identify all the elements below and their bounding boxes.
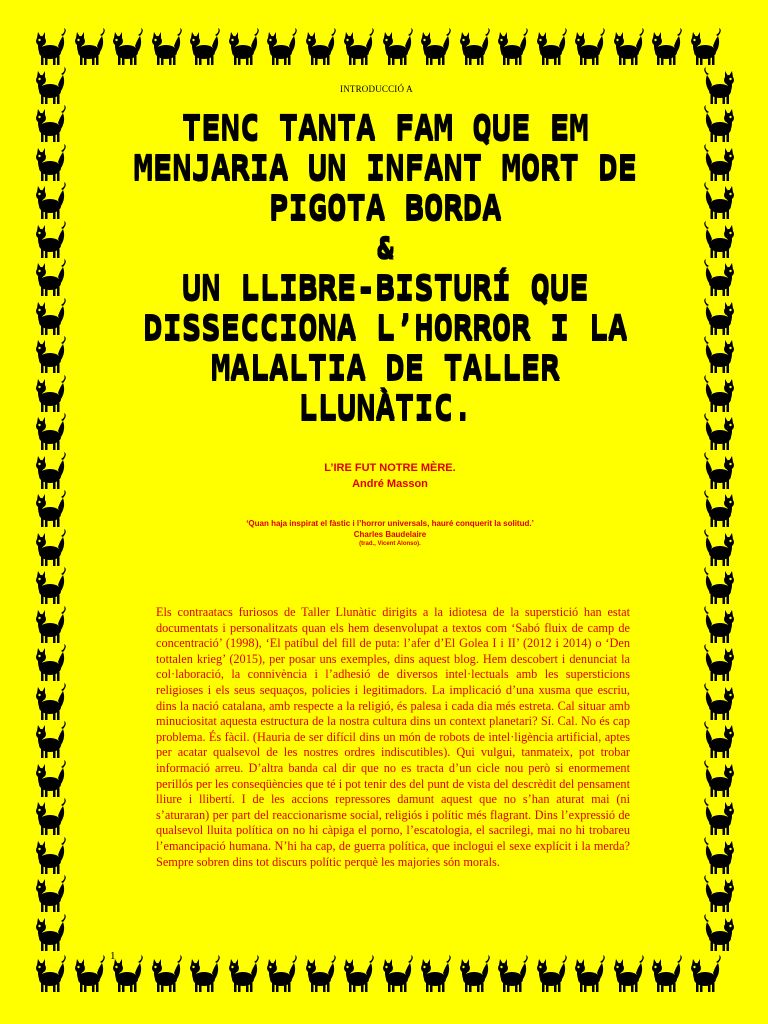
black-cat-icon: [608, 955, 648, 995]
epigraph-quote: L’IRE FUT NOTRE MÈRE.: [324, 462, 456, 474]
black-cat-icon: [30, 182, 70, 222]
black-cat-icon: [69, 28, 109, 68]
page-number: 1: [110, 950, 116, 962]
black-cat-icon: [700, 298, 740, 338]
black-cat-icon: [415, 28, 455, 68]
black-cat-icon: [700, 182, 740, 222]
black-cat-icon: [700, 760, 740, 800]
black-cat-icon: [30, 259, 70, 299]
title-line: PIGOTA BORDA: [268, 188, 502, 227]
black-cat-icon: [223, 955, 263, 995]
black-cat-icon: [338, 28, 378, 68]
black-cat-icon: [30, 529, 70, 569]
black-cat-icon: [377, 28, 417, 68]
black-cat-icon: [261, 28, 301, 68]
epigraph-baudelaire: [200, 518, 580, 549]
black-cat-icon: [608, 28, 648, 68]
black-cat-icon: [700, 798, 740, 838]
black-cat-icon: [30, 452, 70, 492]
epigraph-author: André Masson: [352, 478, 428, 490]
black-cat-icon: [338, 955, 378, 995]
black-cat-icon: [492, 28, 532, 68]
epigraph-translator: (trad., Vicent Alonso).: [359, 541, 421, 547]
black-cat-icon: [30, 105, 70, 145]
black-cat-icon: [30, 567, 70, 607]
black-cat-icon: [30, 837, 70, 877]
black-cat-icon: [700, 452, 740, 492]
black-cat-icon: [646, 955, 686, 995]
black-cat-icon: [146, 28, 186, 68]
title-line: TENC TANTA FAM QUE EM: [181, 108, 589, 147]
black-cat-icon: [69, 955, 109, 995]
black-cat-icon: [700, 259, 740, 299]
black-cat-icon: [184, 28, 224, 68]
black-cat-icon: [30, 221, 70, 261]
black-cat-icon: [30, 298, 70, 338]
black-cat-icon: [569, 955, 609, 995]
black-cat-icon: [300, 955, 340, 995]
black-cat-icon: [492, 955, 532, 995]
black-cat-icon: [700, 336, 740, 376]
black-cat-icon: [30, 683, 70, 723]
black-cat-icon: [700, 606, 740, 646]
black-cat-icon: [377, 955, 417, 995]
black-cat-icon: [646, 28, 686, 68]
title-ampersand: &: [376, 231, 394, 264]
black-cat-icon: [30, 413, 70, 453]
epigraph-author: Charles Baudelaire: [353, 530, 427, 539]
black-cat-icon: [30, 721, 70, 761]
black-cat-icon: [531, 28, 571, 68]
black-cat-icon: [700, 683, 740, 723]
black-cat-icon: [700, 914, 740, 954]
black-cat-icon: [30, 490, 70, 530]
black-cat-icon: [700, 875, 740, 915]
black-cat-icon: [107, 28, 147, 68]
black-cat-icon: [700, 721, 740, 761]
black-cat-icon: [700, 644, 740, 684]
title-line: UN LLIBRE-BISTURÍ QUE: [181, 268, 589, 307]
black-cat-icon: [454, 28, 494, 68]
black-cat-icon: [30, 375, 70, 415]
black-cat-icon: [685, 955, 725, 995]
black-cat-icon: [700, 221, 740, 261]
black-cat-icon: [261, 955, 301, 995]
black-cat-icon: [184, 955, 224, 995]
black-cat-icon: [30, 875, 70, 915]
black-cat-icon: [30, 28, 70, 68]
black-cat-icon: [30, 644, 70, 684]
black-cat-icon: [30, 67, 70, 107]
black-cat-icon: [454, 955, 494, 995]
page-title: [120, 108, 650, 428]
black-cat-icon: [700, 837, 740, 877]
black-cat-icon: [700, 375, 740, 415]
epigraph-masson: [240, 460, 540, 492]
black-cat-icon: [223, 28, 263, 68]
black-cat-icon: [700, 529, 740, 569]
black-cat-icon: [700, 144, 740, 184]
black-cat-icon: [30, 955, 70, 995]
black-cat-icon: [30, 798, 70, 838]
black-cat-icon: [531, 955, 571, 995]
title-line: MALALTIA DE TALLER LLUNÀTIC.: [210, 348, 560, 427]
title-line: DISSECCIONA L’HORROR I LA: [142, 308, 628, 347]
black-cat-icon: [700, 413, 740, 453]
black-cat-icon: [685, 28, 725, 68]
black-cat-icon: [700, 567, 740, 607]
black-cat-icon: [30, 914, 70, 954]
title-line: MENJARIA UN INFANT MORT DE: [133, 148, 637, 187]
black-cat-icon: [30, 606, 70, 646]
body-paragraph: Els contraatacs furiosos de Taller Llunàtic dirigits a la idiotesa de la superstició han estat documentats i personalitzats quan els hem desenvolupat a textos com ‘Sabó fluix de camp de concentració’ (1998), ‘El patíbul del fill de puta: l’afer d’El Golea I i II’ (2012 i 2014) o ‘Den tottalen krieg’ (2015), per posar uns exemples, dins aquest blog. Hem descobert i denunciat la col·laboració, la connivència i l’adhesió de diversos intel·lectuals amb les supersticions religioses i els seus sequaços, policies i legitimadors. La implicació d’una xusma que escriu, dins la nació catalana, amb respecte a la religió, és palesa i cada dia més estreta. Cal situar amb minuciositat aquesta estructura de la nostra cultura dins un context planetari? Sí. Cal. No és cap problema. És fàcil. (Hauria de ser difícil dins un món de robots de intel·ligència artificial, aptes per acatar qualsevol de les nostres ordres indiscutibles). Qui vulgui, tanmateix, pot trobar informació arreu. D’altra banda cal dir que no es tracta d’un cicle nou però si enormement perillós per les conseqüències que té i pot tenir des del punt de vista del descrèdit del pensament lliure i llibertí. I de les accions repressores damunt aquest que no s’han aturat mai (ni s’aturaran) per part del reaccionarisme social, religiós i polític més flagrant. Dins l’expressió de qualsevol lluita política on no hi càpiga el porno, l’escatologia, el sacrilegi, mai no hi trobareu l’emancipació humana. N’hi ha cap, de guerra política, que inclogui el sexe explícit i la merda? Sempre sobren dins tot discurs polític perquè les majories són morals.: [156, 605, 630, 869]
black-cat-icon: [569, 28, 609, 68]
black-cat-icon: [146, 955, 186, 995]
black-cat-icon: [700, 67, 740, 107]
black-cat-icon: [30, 760, 70, 800]
black-cat-icon: [30, 144, 70, 184]
black-cat-icon: [700, 105, 740, 145]
intro-label: INTRODUCCIÓ A: [340, 84, 413, 94]
epigraph-quote: ‘Quan haja inspirat el fàstic i l’horror universals, hauré conquerit la solitud.’: [246, 519, 534, 528]
black-cat-icon: [30, 336, 70, 376]
black-cat-icon: [300, 28, 340, 68]
black-cat-icon: [700, 490, 740, 530]
black-cat-icon: [415, 955, 455, 995]
